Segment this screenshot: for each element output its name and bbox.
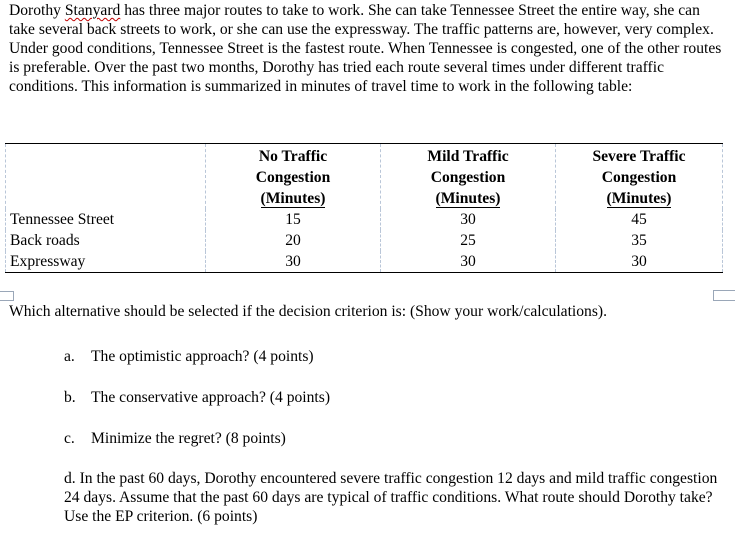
minutes-cell: 45: [556, 209, 723, 230]
minutes-cell: 15: [206, 209, 381, 230]
header-line: Congestion: [430, 169, 506, 186]
header-mild-traffic: [381, 144, 556, 210]
header-line: (Minutes): [260, 190, 326, 207]
minutes-cell: 35: [556, 230, 723, 251]
header-severe-traffic: [556, 144, 723, 210]
intro-lead: Dorothy: [9, 2, 65, 19]
table-header-row: [6, 144, 723, 210]
item-text: The optimistic approach? (4 points): [91, 348, 314, 365]
table-resize-handle-right[interactable]: [713, 290, 735, 301]
table-row: [6, 251, 723, 273]
question-text: Which alternative should be selected if the decision criterion is: (Show your work/calculations).: [9, 303, 608, 320]
header-line: Congestion: [601, 169, 677, 186]
minutes-cell: 20: [206, 230, 381, 251]
header-line: (Minutes): [606, 190, 672, 207]
header-no-traffic: [206, 144, 381, 210]
question-item-c: [64, 428, 286, 449]
header-line: (Minutes): [435, 190, 501, 207]
header-line: Mild Traffic: [427, 148, 509, 165]
item-text: Minimize the regret? (8 points): [91, 430, 286, 447]
header-blank: [6, 144, 206, 210]
intro-body: has three major routes to take to work. She can take Tennessee Street the entire way, she can take several back streets to work, or she can use the expressway. The traffic patterns are, however, very complex. Under good conditions, Tennessee Street is the fastest route. When Tennessee is congested, one of the other routes is preferable. Over the past two months, Dorothy has tried each route several times under different traffic conditions. This information is summarized in minutes of travel time to work in the following table:: [9, 2, 722, 95]
minutes-cell: 25: [381, 230, 556, 251]
question-item-b: [64, 387, 330, 408]
table-row: [6, 230, 723, 251]
route-name: Tennessee Street: [6, 209, 206, 230]
item-label: a.: [64, 348, 75, 365]
spellcheck-flagged-word: Stanyard: [64, 2, 121, 19]
question-item-d: d. In the past 60 days, Dorothy encountered severe traffic congestion 12 days and mild traffic congestion 24 days. Assume that the past 60 days are typical of traffic conditions. What route should Dorothy take? Use the EP criterion. (6 points): [64, 470, 718, 525]
minutes-cell: 30: [381, 251, 556, 273]
header-line: Severe Traffic: [592, 148, 686, 165]
minutes-cell: 30: [206, 251, 381, 273]
table-row: [6, 209, 723, 230]
minutes-cell: 30: [556, 251, 723, 273]
routes-table: [5, 143, 723, 273]
header-line: No Traffic: [258, 148, 328, 165]
table-move-handle-left[interactable]: [0, 291, 14, 301]
question-item-a: [64, 346, 314, 367]
item-text: The conservative approach? (4 points): [91, 389, 331, 406]
route-name: Back roads: [6, 230, 206, 251]
header-line: Congestion: [255, 169, 331, 186]
item-label: c.: [64, 430, 75, 447]
route-name: Expressway: [6, 251, 206, 273]
intro-paragraph: [9, 2, 729, 97]
item-label: b.: [64, 389, 76, 406]
minutes-cell: 30: [381, 209, 556, 230]
